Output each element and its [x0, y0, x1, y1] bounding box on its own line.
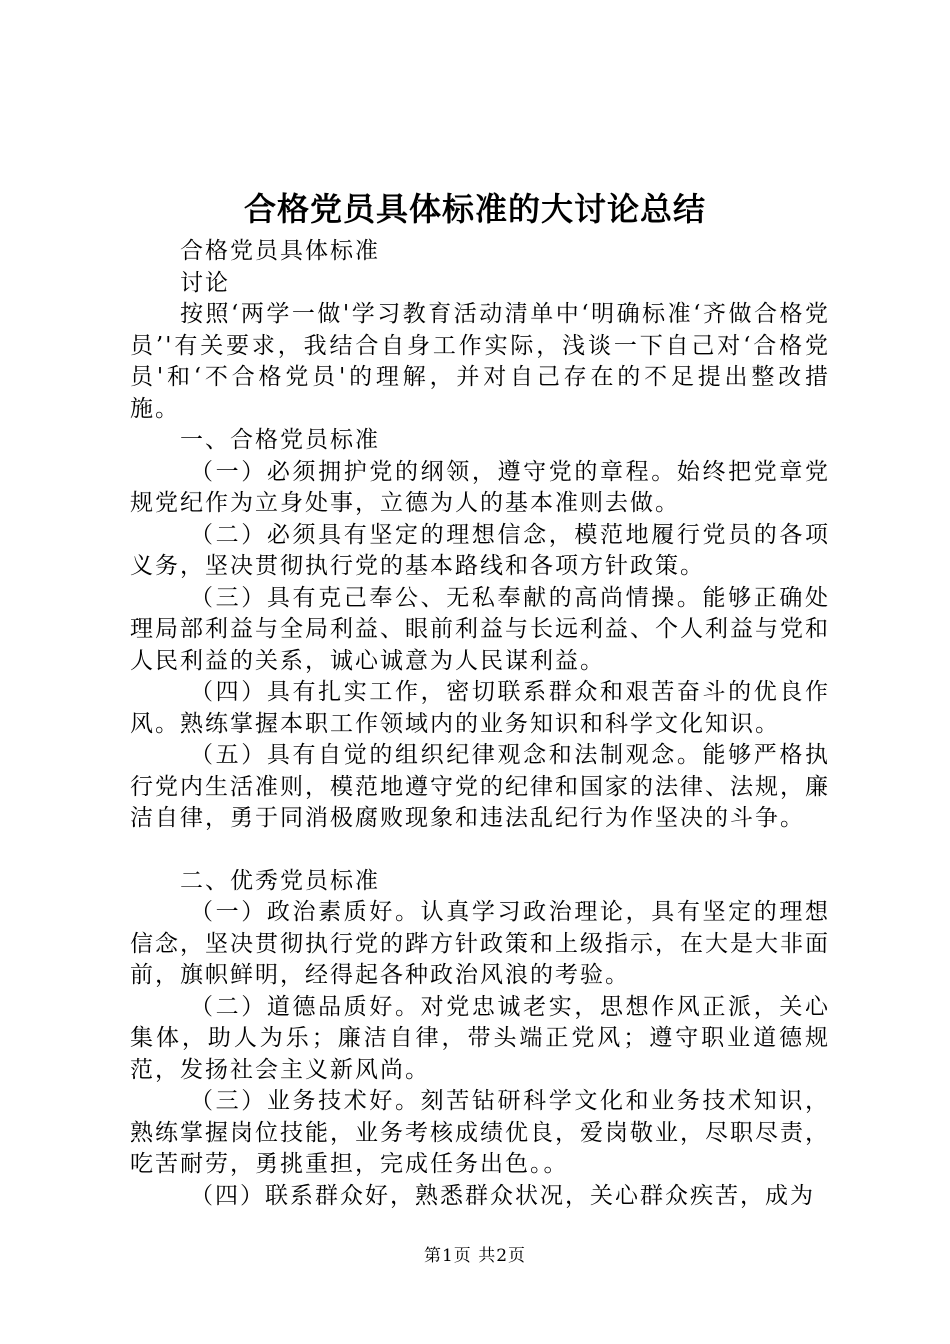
paragraph-intro: 按照‘两学一做'学习教育活动清单中‘明确标准‘齐做合格党员’'有关要求，我结合自身工作实际，浅谈一下自己对‘合格党员'和‘不合格党员'的理解，并对自己存在的不足提出整改措施。 [130, 301, 830, 422]
document-title: 合格党员具体标准的大讨论总结 [243, 190, 706, 228]
paragraph-subtitle: 合格党员具体标准 [180, 238, 380, 264]
list-item: （一）政治素质好。认真学习政治理论，具有坚定的理想信念，坚决贯彻执行党的跸方针政策和上级指示，在大是大非面前，旗帜鲜明，经得起各种政治风浪的考验。 [130, 899, 830, 988]
section-heading-excellent: 二、优秀党员标准 [180, 867, 380, 894]
list-item: （三）具有克己奉公、无私奉献的高尚情操。能够正确处理局部利益与全局利益、眼前利益与长远利益、个人利益与党和人民利益的关系，诚心诚意为人民谋利益。 [130, 584, 830, 674]
list-item: （二）必须具有坚定的理想信念，模范地履行党员的各项义务，坚决贯彻执行党的基本路线和各项方针政策。 [130, 521, 830, 579]
list-item: （五）具有自觉的组织纪律观念和法制观念。能够严格执行党内生活准则，模范地遵守党的纪律和国家的法律、法规，廉洁自律，勇于同消极腐败现象和违法乱纪行为作坚决的斗争。 [130, 742, 830, 831]
list-item: （四）具有扎实工作，密切联系群众和艰苦奋斗的优良作风。熟练掌握本职工作领域内的业务知识和科学文化知识。 [130, 679, 830, 737]
list-item: （四）联系群众好，熟悉群众状况，关心群众疾苦，成为 [190, 1182, 815, 1209]
list-item: （一）必须拥护党的纲领，遵守党的章程。始终把党章党规党纪作为立身处事，立德为人的基本准则去做。 [130, 458, 830, 516]
section-heading-qualified: 一、合格党员标准 [180, 427, 380, 453]
paragraph-subtitle-cont: 讨论 [180, 269, 230, 296]
list-item: （三）业务技术好。刻苦钻研科学文化和业务技术知识，熟练掌握岗位技能，业务考核成绩优良，爱岗敬业，尽职尽责，吃苦耐劳，勇挑重担，完成任务出色。。 [130, 1088, 830, 1177]
paragraph-spacer [130, 835, 830, 866]
page-footer: 第1页 共2页 [423, 1246, 527, 1266]
document-body [130, 236, 830, 1212]
list-item: （二）道德品质好。对党忠诚老实，思想作风正派，关心集体，助人为乐；廉洁自律，带头端正党风；遵守职业道德规范，发扬社会主义新风尚。 [130, 993, 830, 1083]
